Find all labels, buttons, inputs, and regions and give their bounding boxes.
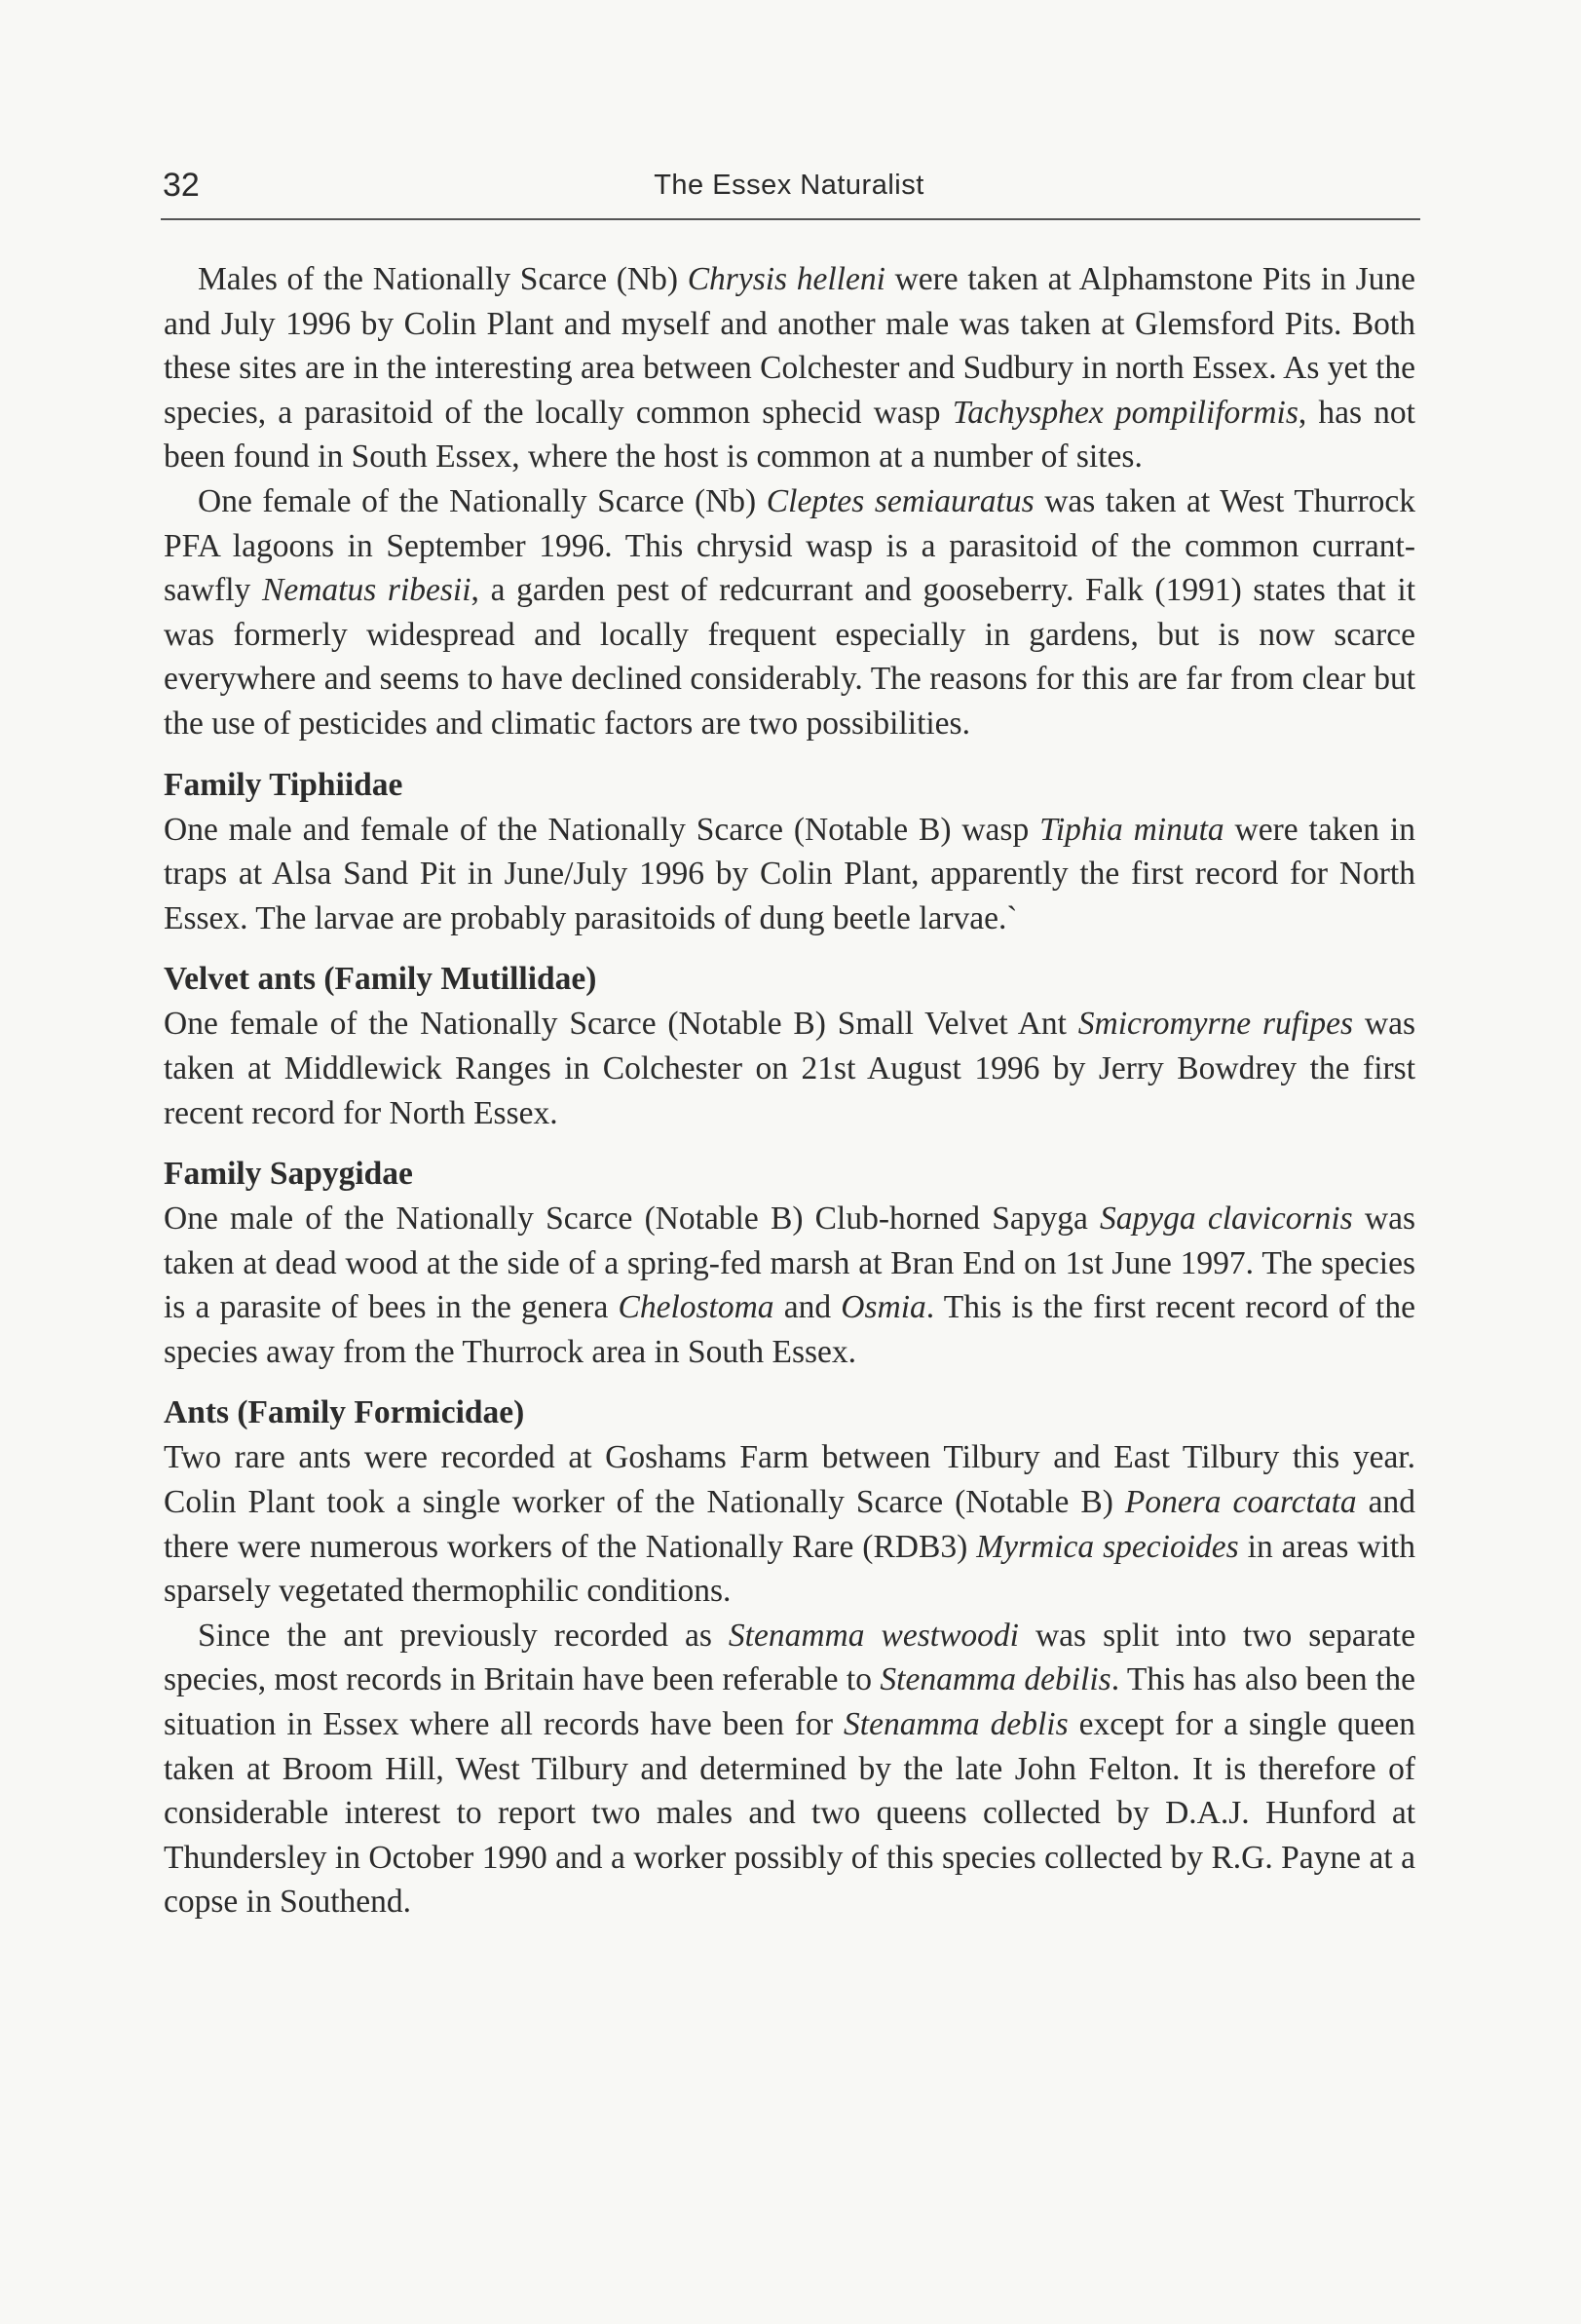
text-run: was taken at dead wood at the side of a spring-fed marsh at Bran End on 1st June 1997. The species is a parasite of bees in the genera	[164, 1200, 1415, 1326]
text-run: was taken at Middlewick Ranges in Colchester on 21st August 1996 by Jerry Bowdrey the first recent record for North Essex.	[164, 1006, 1415, 1131]
page-number: 32	[163, 167, 200, 204]
section-heading-tiphiidae: Family Tiphiidae	[164, 766, 403, 803]
species-name: Nematus ribesii	[261, 572, 471, 609]
text-run: , a garden pest of redcurrant and gooseberry. Falk (1991) states that it was formerly widespread and locally frequent especially in gardens, but is now scarce everywhere and seems to have declined considerably. The reasons for this are far from clear but the use of pesticides and climatic factors are two possibilities.	[164, 572, 1416, 742]
paragraph-chrysis-helleni	[164, 257, 1415, 479]
species-name: Osmia	[841, 1289, 926, 1326]
text-run: and there were numerous workers of the Nationally Rare (RDB3)	[164, 1484, 1415, 1565]
article-body	[164, 257, 1415, 1924]
species-name: Stenamma deblis	[844, 1706, 1069, 1743]
text-run: . This has also been the situation in Essex where all records have been for	[164, 1661, 1415, 1743]
text-run: was taken at West Thurrock PFA lagoons in September 1996. This chrysid wasp is a parasitoid of the common currant-sawfly	[164, 482, 1415, 609]
text-run: were taken in traps at Alsa Sand Pit in June/July 1996 by Colin Plant, apparently the first record for North Essex. The larvae are probably parasitoids of dung beetle larvae.`	[164, 811, 1415, 936]
paragraph-stenamma	[164, 1614, 1415, 1924]
text-run: One female of the Nationally Scarce (Nb)	[198, 482, 767, 519]
text-run: in areas with sparsely vegetated thermophilic conditions.	[164, 1528, 1415, 1610]
running-title: The Essex Naturalist	[654, 170, 924, 201]
paragraph-cleptes-semiauratus	[164, 479, 1415, 746]
section-heading-formicidae: Ants (Family Formicidae)	[164, 1394, 525, 1431]
text-run: except for a single queen taken at Broom Hill, West Tilbury and determined by the late John Felton. It is therefore of considerable interest to report two males and two queens collected by D.A.J. Hunford at Thundersley in October 1990 and a worker possibly of this species collected by R.G. Payne at a copse in Southend.	[164, 1706, 1415, 1921]
text-run: and	[773, 1289, 842, 1326]
page-header	[161, 166, 1417, 214]
species-name: Stenamma westwoodi	[728, 1617, 1019, 1654]
species-name: Chelostoma	[618, 1289, 774, 1326]
species-name: Myrmica specioides	[976, 1528, 1239, 1565]
species-name: Sapyga clavicornis	[1100, 1200, 1353, 1238]
species-name: Cleptes semiauratus	[766, 482, 1035, 519]
species-name: Tachysphex pompiliformis	[952, 394, 1299, 431]
species-name: Tiphia minuta	[1039, 811, 1224, 848]
section-heading-sapygidae: Family Sapygidae	[164, 1156, 413, 1193]
text-run: Males of the Nationally Scarce (Nb)	[198, 261, 688, 297]
section-heading-mutillidae: Velvet ants (Family Mutillidae)	[164, 961, 597, 998]
paragraph-formicidae	[164, 1435, 1415, 1613]
text-run: One male and female of the Nationally Scarce (Notable B) wasp	[164, 811, 1040, 848]
species-name: Stenamma debilis	[880, 1661, 1111, 1698]
text-run: One male of the Nationally Scarce (Notable B) Club-horned Sapyga	[164, 1200, 1101, 1238]
text-run: Two rare ants were recorded at Goshams Farm between Tilbury and East Tilbury this year. Colin Plant took a single worker of the Nationally Scarce (Notable B)	[164, 1439, 1415, 1521]
text-run: One female of the Nationally Scarce (Notable B) Small Velvet Ant	[164, 1006, 1078, 1043]
paragraph-tiphiidae	[164, 808, 1415, 941]
text-run: were taken at Alphamstone Pits in June and July 1996 by Colin Plant and myself and another male was taken at Glemsford Pits. Both these sites are in the interesting area between Colchester and Sudbury in north Essex. As yet the species, a parasitoid of the locally common sphecid wasp	[164, 261, 1415, 431]
text-run: . This is the first recent record of the species away from the Thurrock area in South Essex.	[164, 1289, 1415, 1370]
species-name: Chrysis helleni	[687, 261, 885, 297]
header-divider	[161, 218, 1420, 220]
species-name: Ponera coarctata	[1124, 1484, 1357, 1521]
paragraph-mutillidae	[164, 1002, 1415, 1135]
text-run: was split into two separate species, most records in Britain have been referable to	[164, 1617, 1415, 1698]
text-run: Since the ant previously recorded as	[198, 1617, 729, 1654]
species-name: Smicromyrne rufipes	[1077, 1006, 1354, 1043]
paragraph-sapygidae	[164, 1197, 1415, 1374]
text-run: , has not been found in South Essex, where the host is common at a number of sites.	[164, 394, 1415, 476]
